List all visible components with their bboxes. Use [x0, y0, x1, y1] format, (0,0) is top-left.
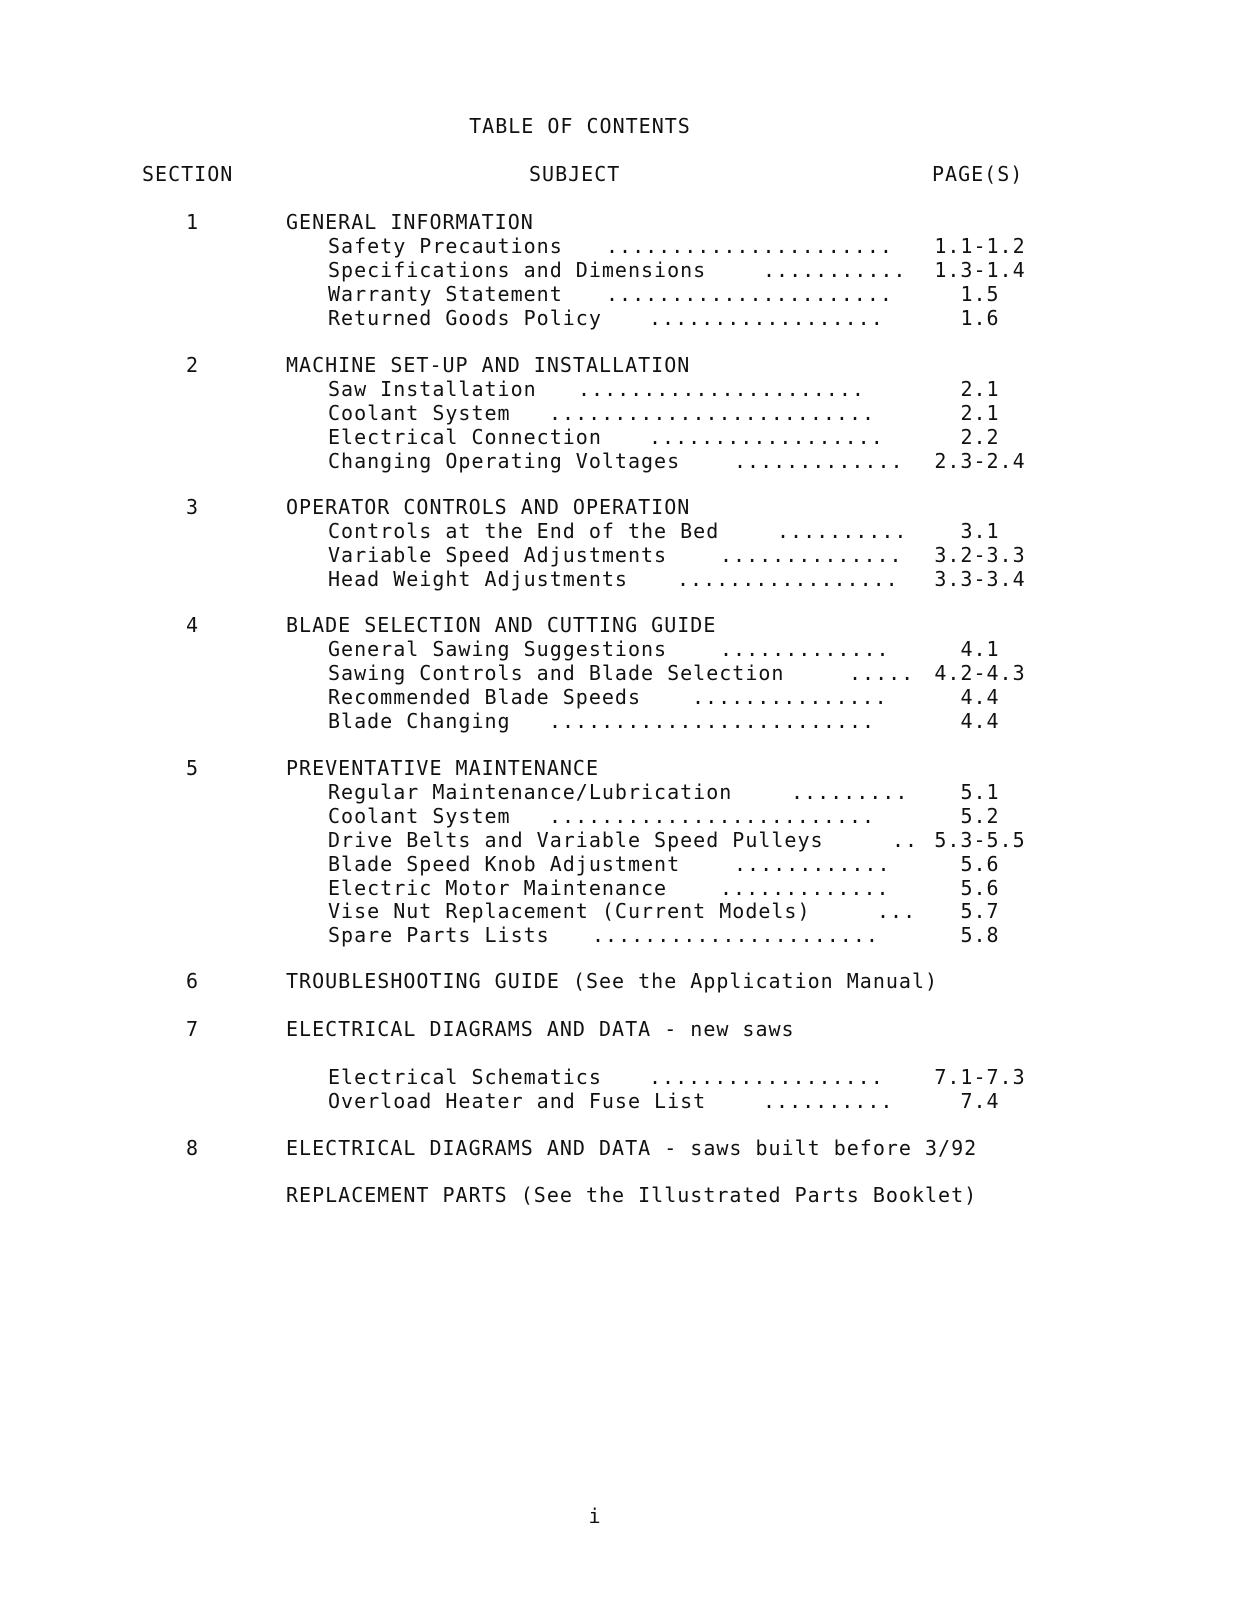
toc-entry-page: 4.4 — [960, 685, 1000, 709]
toc-entry-label: General Sawing Suggestions — [328, 637, 668, 661]
toc-entry-page: 1.5 — [960, 282, 1000, 306]
toc-entry-page: 7.1-7.3 — [934, 1065, 1026, 1089]
leader-dots: ...................... — [578, 377, 865, 401]
toc-entry-label: Coolant System — [328, 804, 511, 828]
section-number: 4 — [186, 613, 200, 637]
leader-dots: ... — [877, 899, 917, 923]
leader-dots: .................. — [649, 306, 884, 330]
toc-entry-label: Overload Heater and Fuse List — [328, 1089, 707, 1113]
toc-entry-page: 1.1-1.2 — [934, 234, 1026, 258]
section-title: REPLACEMENT PARTS (See the Illustrated Parts Booklet) — [286, 1183, 978, 1207]
section-title: GENERAL INFORMATION — [286, 210, 534, 234]
toc-entry-page: 5.8 — [960, 923, 1000, 947]
leader-dots: ................. — [677, 567, 899, 591]
toc-entry-label: Regular Maintenance/Lubrication — [328, 780, 733, 804]
toc-entry-page: 4.4 — [960, 709, 1000, 733]
leader-dots: .. — [892, 828, 919, 852]
section-title: PREVENTATIVE MAINTENANCE — [286, 756, 599, 780]
toc-entry-page: 4.1 — [960, 637, 1000, 661]
toc-entry-label: Sawing Controls and Blade Selection — [328, 661, 785, 685]
page-number: i — [588, 1504, 602, 1528]
toc-entry-label: Warranty Statement — [328, 282, 563, 306]
toc-entry-label: Safety Precautions — [328, 234, 563, 258]
section-number: 8 — [186, 1136, 200, 1160]
leader-dots: ......................... — [549, 709, 876, 733]
leader-dots: ...................... — [592, 923, 879, 947]
page-title: TABLE OF CONTENTS — [469, 114, 691, 138]
leader-dots: ......... — [791, 780, 909, 804]
toc-entry-label: Recommended Blade Speeds — [328, 685, 641, 709]
leader-dots: .................. — [649, 1065, 884, 1089]
leader-dots: .............. — [720, 543, 903, 567]
toc-entry-page: 2.3-2.4 — [934, 449, 1026, 473]
toc-entry-page: 5.1 — [960, 780, 1000, 804]
toc-entry-page: 5.7 — [960, 899, 1000, 923]
toc-entry-page: 7.4 — [960, 1089, 1000, 1113]
toc-entry-page: 3.3-3.4 — [934, 567, 1026, 591]
toc-entry-page: 3.2-3.3 — [934, 543, 1026, 567]
toc-entry-page: 5.6 — [960, 852, 1000, 876]
toc-entry-page: 5.2 — [960, 804, 1000, 828]
toc-entry-page: 1.6 — [960, 306, 1000, 330]
leader-dots: ............. — [720, 876, 890, 900]
leader-dots: ..... — [849, 661, 915, 685]
leader-dots: ............... — [692, 685, 888, 709]
leader-dots: ............ — [734, 852, 891, 876]
toc-entry-label: Coolant System — [328, 401, 511, 425]
toc-entry-label: Electrical Schematics — [328, 1065, 602, 1089]
section-number: 3 — [186, 495, 200, 519]
section-title: TROUBLESHOOTING GUIDE (See the Application Manual) — [286, 969, 939, 993]
toc-entry-label: Vise Nut Replacement (Current Models) — [328, 899, 811, 923]
leader-dots: ...................... — [606, 234, 893, 258]
section-number: 1 — [186, 210, 200, 234]
toc-entry-page: 3.1 — [960, 519, 1000, 543]
section-number: 6 — [186, 969, 200, 993]
toc-entry-label: Drive Belts and Variable Speed Pulleys — [328, 828, 824, 852]
leader-dots: ............. — [734, 449, 904, 473]
section-title: MACHINE SET-UP AND INSTALLATION — [286, 353, 691, 377]
leader-dots: ........... — [763, 258, 907, 282]
toc-entry-label: Blade Speed Knob Adjustment — [328, 852, 681, 876]
section-number: 2 — [186, 353, 200, 377]
toc-entry-label: Electric Motor Maintenance — [328, 876, 668, 900]
section-title: BLADE SELECTION AND CUTTING GUIDE — [286, 613, 717, 637]
leader-dots: ......................... — [549, 804, 876, 828]
section-number: 5 — [186, 756, 200, 780]
column-header-section: SECTION — [142, 162, 234, 186]
toc-entry-label: Head Weight Adjustments — [328, 567, 628, 591]
leader-dots: ......................... — [549, 401, 876, 425]
leader-dots: ...................... — [606, 282, 893, 306]
toc-entry-page: 2.2 — [960, 425, 1000, 449]
leader-dots: .......... — [777, 519, 908, 543]
leader-dots: ............. — [720, 637, 890, 661]
toc-entry-page: 4.2-4.3 — [934, 661, 1026, 685]
toc-entry-label: Saw Installation — [328, 377, 537, 401]
toc-entry-label: Specifications and Dimensions — [328, 258, 707, 282]
column-header-subject: SUBJECT — [529, 162, 621, 186]
section-title: OPERATOR CONTROLS AND OPERATION — [286, 495, 691, 519]
toc-entry-label: Spare Parts Lists — [328, 923, 550, 947]
toc-entry-label: Controls at the End of the Bed — [328, 519, 720, 543]
section-title: ELECTRICAL DIAGRAMS AND DATA - saws built before 3/92 — [286, 1136, 978, 1160]
toc-entry-label: Variable Speed Adjustments — [328, 543, 668, 567]
section-number: 7 — [186, 1017, 200, 1041]
column-header-pages: PAGE(S) — [932, 162, 1024, 186]
toc-entry-page: 5.6 — [960, 876, 1000, 900]
toc-entry-label: Blade Changing — [328, 709, 511, 733]
toc-entry-label: Changing Operating Voltages — [328, 449, 681, 473]
toc-entry-label: Returned Goods Policy — [328, 306, 602, 330]
section-title: ELECTRICAL DIAGRAMS AND DATA - new saws — [286, 1017, 795, 1041]
toc-entry-label: Electrical Connection — [328, 425, 602, 449]
toc-entry-page: 5.3-5.5 — [934, 828, 1026, 852]
leader-dots: .......... — [763, 1089, 894, 1113]
leader-dots: .................. — [649, 425, 884, 449]
toc-entry-page: 2.1 — [960, 377, 1000, 401]
toc-entry-page: 2.1 — [960, 401, 1000, 425]
toc-entry-page: 1.3-1.4 — [934, 258, 1026, 282]
